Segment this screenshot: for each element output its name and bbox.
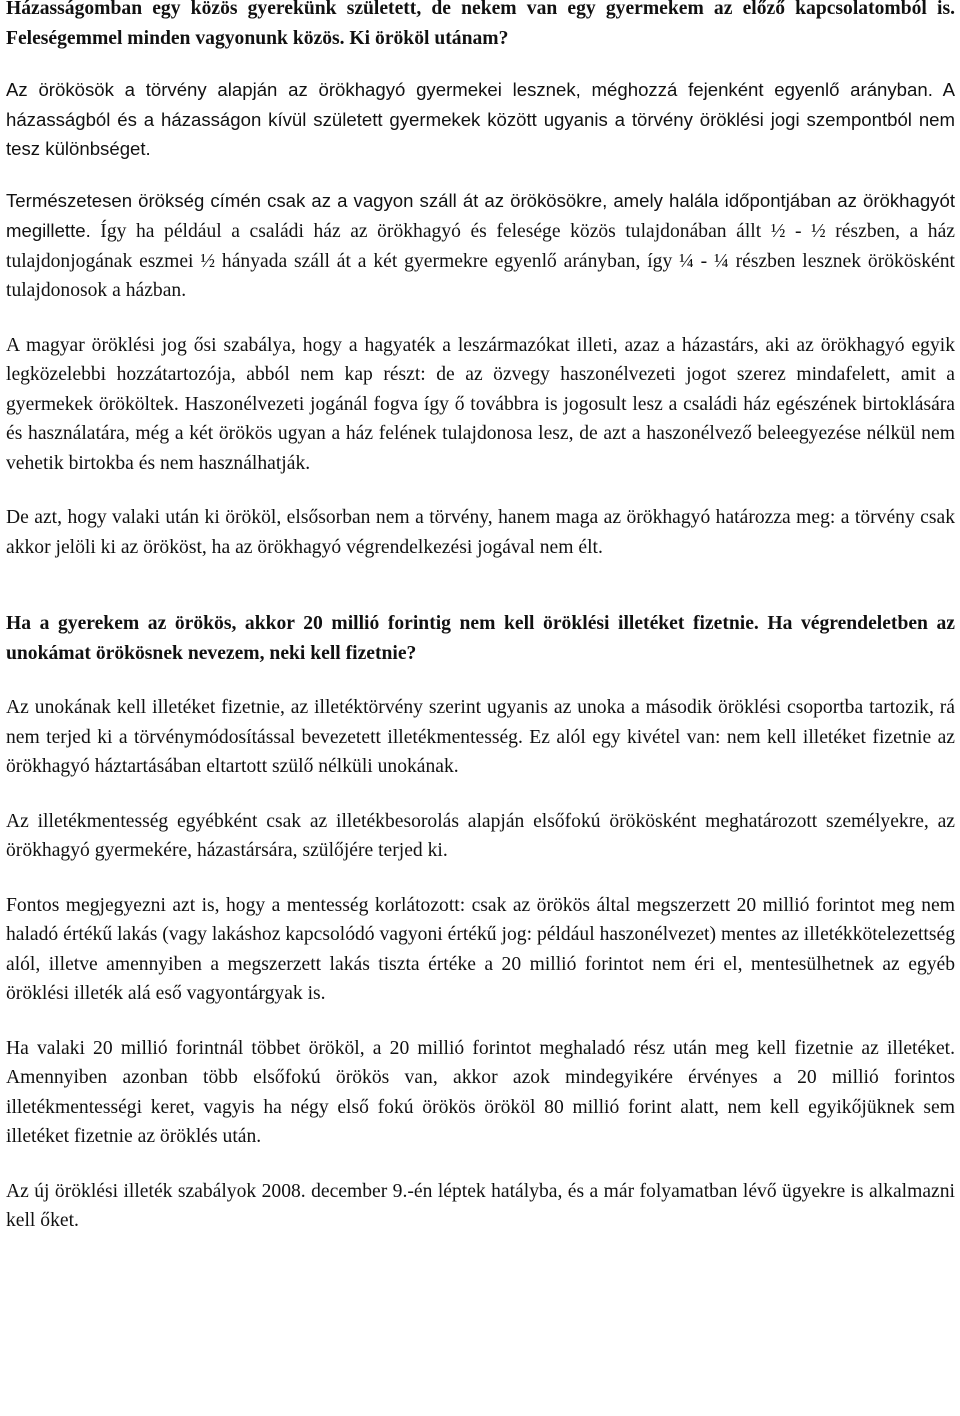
paragraph-text-sans: Természetesen örökség címén csak az a vagyon száll át az örökösökre, amely halála időpontjában az örökhagyót megillette. [6, 189, 955, 241]
answer-paragraph: Fontos megjegyezni azt is, hogy a mentesség korlátozott: csak az örökös által megszerzett 20 millió forintot meg nem haladó értékű lakás (vagy lakáshoz kapcsolódó vagyoni értékű jog: például haszonélvezet) mentes az illetékkötelezettség alól, illetve amennyiben a megszerzett lakás tiszta értéke a 20 millió forintot nem éri el, mentesülhetnek az egyéb öröklési illeték alá eső vagyontárgyak is. [6, 894, 955, 1004]
spacer [6, 164, 955, 186]
answer-paragraph: Az új öröklési illeték szabályok 2008. december 9.-én léptek hatályba, és a már folyamatban lévő ügyekre is alkalmazni kell őket. [6, 1180, 955, 1231]
spacer [6, 53, 955, 75]
spacer [6, 1009, 955, 1034]
spacer [6, 866, 955, 891]
answer-paragraph [6, 186, 955, 306]
spacer [6, 562, 955, 609]
answer-paragraph: Az illetékmentesség egyébként csak az illetékbesorolás alapján elsőfokú örökösként meghatározott személyekre, az örökhagyó gyermekére, házastársára, szülőjére terjed ki. [6, 810, 955, 861]
spacer [6, 478, 955, 503]
answer-paragraph: Ha valaki 20 millió forintnál többet örököl, a 20 millió forintot meghaladó rész után meg kell fizetnie az illetéket. Amennyiben azonban több elsőfokú örökös van, akkor azok mindegyikére érvényes a 20 millió forintos illetékmentességi keret, vagyis ha négy első fokú örökös örököl 80 millió forint alatt, nem kell egyikőjüknek sem illetéket fizetnie az öröklés után. [6, 1037, 955, 1147]
answer-paragraph: Az örökösök a törvény alapján az örökhagyó gyermekei lesznek, méghozzá fejenként egyenlő arányban. A házasságból és a házasságon kívül született gyermekek között ugyanis a törvény öröklési jogi szempontból nem tesz különbséget. [6, 79, 955, 159]
spacer [6, 306, 955, 331]
spacer [6, 668, 955, 693]
spacer [6, 782, 955, 807]
question-heading: Ha a gyerekem az örökös, akkor 20 millió forintig nem kell öröklési illetéket fizetnie. Ha végrendeletben az unokámat örökösnek nevezem, neki kell fizetnie? [6, 613, 955, 664]
question-heading: Házasságomban egy közös gyerekünk született, de nekem van egy gyermekem az előző kapcsolatomból is. Feleségemmel minden vagyonunk közös. Ki örököl utánam? [6, 0, 955, 49]
answer-paragraph: De azt, hogy valaki után ki örököl, elsősorban nem a törvény, hanem maga az örökhagyó határozza meg: a törvény csak akkor jelöli ki az örököst, ha az örökhagyó végrendelkezési jogával nem élt. [6, 507, 955, 558]
answer-paragraph: A magyar öröklési jog ősi szabálya, hogy a hagyaték a leszármazókat illeti, azaz a házastárs, aki az örökhagyó egyik legközelebbi hozzátartozója, abból nem kap részt: de az özvegy haszonélvezeti jogot szerez mindafelett, amit a gyermekek örököltek. Haszonélvezeti jogánál fogva így ő továbbra is jogosult lesz a családi ház egészének birtoklására és használatára, még a két örökös ugyan a ház felének tulajdonosa lesz, de azt a haszonélvező beleegyezése nélkül nem vehetik birtokba és nem használhatják. [6, 334, 955, 474]
paragraph-text-serif: Így ha például a családi ház az örökhagyó és felesége közös tulajdonában állt ½ - ½ részben, a ház tulajdonjogának eszmei ½ hányada száll át a két gyermekre egyenlő arányban, így ¼ - ¼ részben lesznek örökösként tulajdonosok a házban. [6, 221, 955, 301]
spacer [6, 1152, 955, 1177]
answer-paragraph: Az unokának kell illetéket fizetnie, az illetéktörvény szerint ugyanis az unoka a második öröklési csoportba tartozik, rá nem terjed ki a törvénymódosítással bevezetett illetékmentesség. Ez alól egy kivétel van: nem kell illetéket fizetnie az örökhagyó háztartásában eltartott szülő nélküli unokának. [6, 697, 955, 777]
